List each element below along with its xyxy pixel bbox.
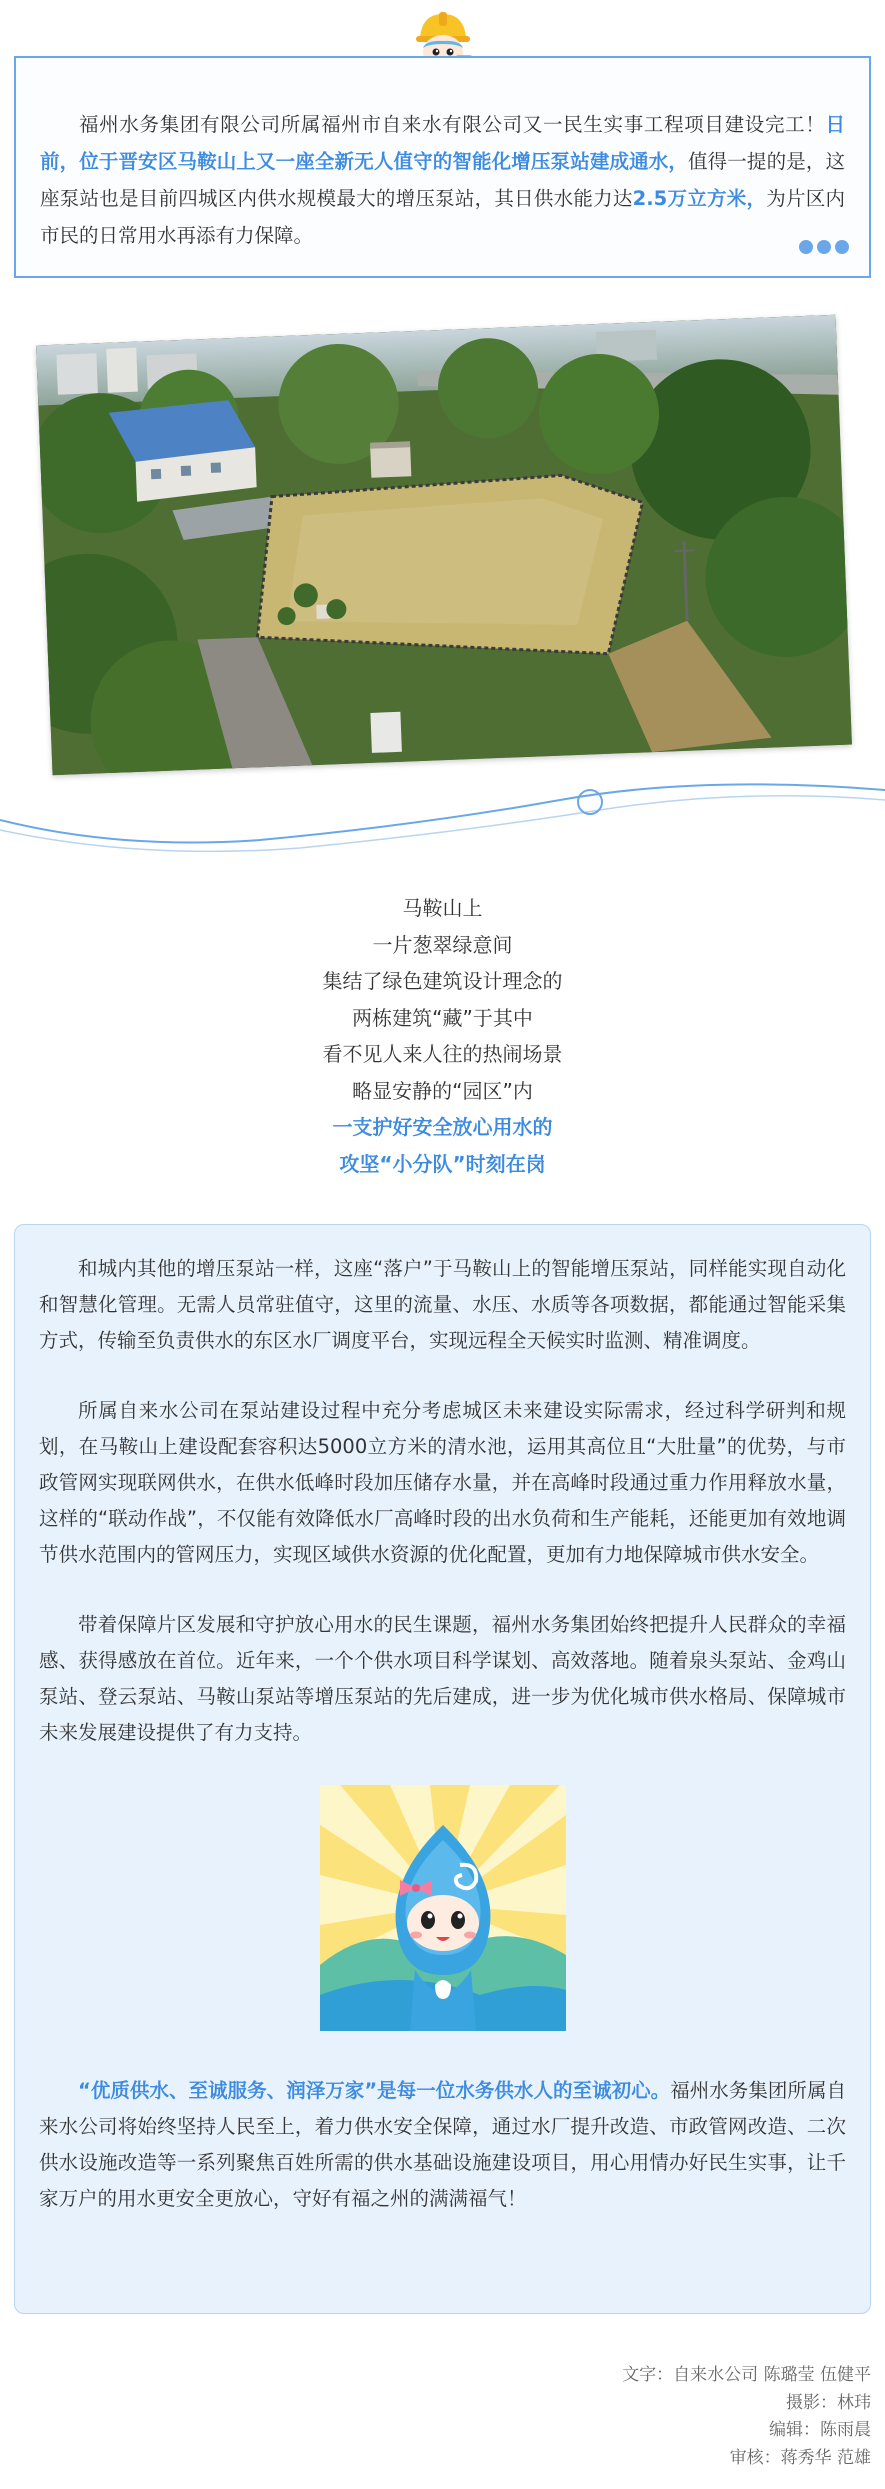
intro-text-1: 福州水务集团有限公司所属福州市自来水有限公司又一民生实事工程项目建设完工！ [79, 113, 826, 136]
ellipsis-dots-icon [799, 240, 849, 254]
water-drop-mascot-icon [320, 1785, 566, 2031]
poem-line: 马鞍山上 [402, 896, 483, 920]
poem-line: 一片葱翠绿意间 [372, 932, 513, 957]
intro-paragraph [40, 106, 845, 254]
aerial-photo [36, 315, 852, 775]
poem-highlight-line: 一支护好安全放心用水的 [332, 1115, 553, 1139]
credit-review: 审核：蒋秀华 范雄 [729, 2447, 871, 2468]
article-body-card [14, 1224, 871, 2314]
intro-highlight-1: 日前，位于晋安区马鞍山上又一座全新无人值守的智能化增压泵站建成通水， [40, 113, 845, 173]
intro-text-2: 值得一提的是，这座泵站也是目前四城区内供水规模最大的增压泵站，其日供水能力达 [40, 150, 845, 210]
body-paragraph-4-rest: 福州水务集团所属自来水公司将始终坚持人民至上，着力供水安全保障，通过水厂提升改造、市政管网改造、二次供水设施改造等一系列聚焦百姓所需的供水基础设施建设项目，用心用情办好民生实事，让千家万户的用水更安全更放心，守好有福之州的满满福气！ [39, 2079, 846, 2210]
body-paragraph-1: 和城内其他的增压泵站一样，这座“落户”于马鞍山上的智能增压泵站，同样能实现自动化和智慧化管理。无需人员常驻值守，这里的流量、水压、水质等各项数据，都能通过智能采集方式，传输至负责供水的东区水厂调度平台，实现远程全天候实时监测、精准调度。 [39, 1257, 846, 1352]
intro-box [14, 56, 871, 278]
poem-block [0, 890, 885, 1182]
credit-editor: 编辑：陈雨晨 [769, 2420, 871, 2440]
wave-divider [0, 770, 885, 860]
credit-photo: 摄影：林玮 [786, 2392, 871, 2413]
credits-block [622, 2362, 871, 2472]
poem-line: 集结了绿色建筑设计理念的 [322, 969, 563, 993]
body-paragraph-3: 带着保障片区发展和守护放心用水的民生课题，福州水务集团始终把提升人民群众的幸福感、获得感放在首位。近年来，一个个供水项目科学谋划、高效落地。随着泉头泵站、金鸡山泵站、登云泵站、马鞍山泵站等增压泵站的先后建成，进一步为优化城市供水格局、保障城市未来发展建设提供了有力支持。 [39, 1613, 846, 1744]
intro-highlight-2: 2.5万立方米， [632, 187, 767, 210]
credit-text: 文字：自来水公司 陈璐莹 伍健平 [622, 2365, 871, 2385]
poem-line: 看不见人来人往的热闹场景 [322, 1042, 563, 1066]
poem-line: 略显安静的“园区”内 [352, 1078, 533, 1103]
poem-highlight-line: 攻坚“小分队”时刻在岗 [339, 1151, 546, 1176]
body-paragraph-2: 所属自来水公司在泵站建设过程中充分考虑城区未来建设实际需求，经过科学研判和规划，在马鞍山上建设配套容积达5000立方米的清水池，运用其高位且“大肚量”的优势，与市政管网实现联网供水，在供水低峰时段加压储存水量，并在高峰时段通过重力作用释放水量，这样的“联动作战”，不仅能有效降低水厂高峰时段的出水负荷和生产能耗，还能更加有效地调节供水范围内的管网压力，实现区域供水资源的优化配置，更加有力地保障城市供水安全。 [39, 1399, 846, 1566]
body-paragraph-4-highlight: “优质供水、至诚服务、润泽万家”是每一位水务供水人的至诚初心。 [78, 2079, 671, 2102]
body-paragraph-4 [39, 2073, 846, 2217]
poem-line: 两栋建筑“藏”于其中 [352, 1005, 533, 1030]
intro-text-3: 为片区内市民的日常用水再添有力保障。 [40, 187, 845, 247]
